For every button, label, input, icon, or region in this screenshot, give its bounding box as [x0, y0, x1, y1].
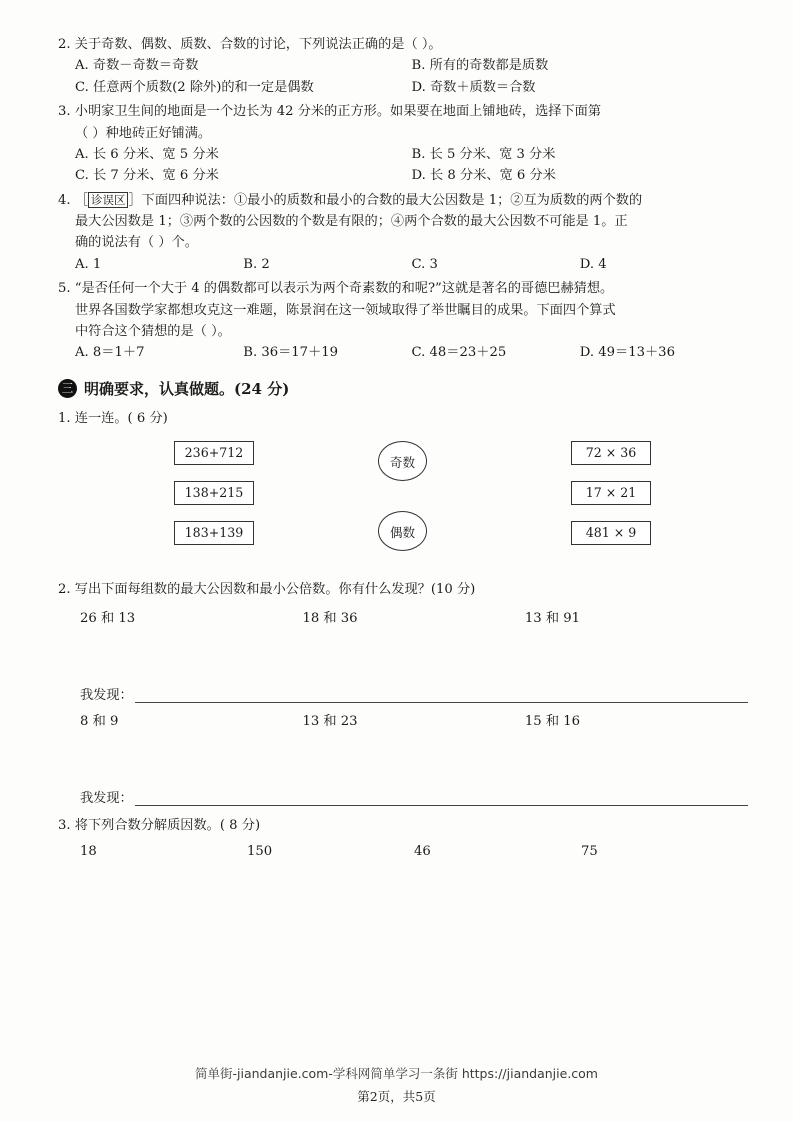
match-left-box-3[interactable]: 183+139: [174, 521, 254, 545]
matching-exercise: [58, 435, 748, 570]
match-left-box-1[interactable]: 236+712: [174, 441, 254, 465]
number-pair-6: 15 和 16: [524, 714, 581, 730]
find-label-1: 我发现：: [80, 688, 133, 704]
match-right-box-1[interactable]: 72 × 36: [571, 441, 651, 465]
question-4-stem-line-1: 4. ［ 诊误区 ］下面四种说法：①最小的质数和最小的合数的最大公因数是 1；②互为质数的两个数的: [58, 192, 643, 208]
question-2-option-a[interactable]: A. 奇数－奇数＝奇数: [75, 58, 199, 74]
question-5-options-row: [58, 342, 748, 363]
sub-question-3-label: 3. 将下列合数分解质因数。( 8 分): [58, 818, 261, 834]
sub-question-2-group-2: [58, 710, 748, 729]
question-3: [58, 101, 748, 187]
question-3-option-d[interactable]: D. 长 8 分米、宽 6 分米: [411, 168, 556, 184]
number-pair-5: 13 和 23: [302, 714, 358, 730]
question-5-stem-line-2: 世界各国数学家都想攻克这一难题，陈景润在这一领域取得了举世瞩目的成果。下面四个算式: [75, 302, 616, 318]
question-2: [58, 34, 748, 98]
question-3-options-row-2: [58, 165, 748, 186]
question-4-option-d[interactable]: D. 4: [579, 256, 607, 272]
match-oval-odd[interactable]: 奇数: [378, 441, 427, 481]
question-3-option-c[interactable]: C. 长 7 分米、宽 6 分米: [75, 168, 219, 184]
find-write-rule-2[interactable]: [135, 792, 748, 806]
question-5-option-d[interactable]: D. 49＝13＋36: [579, 345, 675, 361]
question-3-option-b[interactable]: B. 长 5 分米、宽 3 分米: [411, 146, 556, 162]
factor-number-1: 18: [80, 843, 97, 859]
question-2-options-row-2: [58, 77, 748, 98]
factor-number-3: 46: [414, 843, 431, 859]
question-3-stem-line-2: （ ）种地砖正好铺满。: [75, 125, 212, 141]
sub-question-2-label: 2. 写出下面每组数的最大公因数和最小公倍数。你有什么发现？(10 分): [58, 582, 476, 597]
section-three-header: [58, 378, 748, 399]
page-number: 第2页，共5页: [357, 1089, 436, 1104]
match-left-box-2[interactable]: 138+215: [174, 481, 254, 505]
question-5-option-c[interactable]: C. 48＝23＋25: [411, 345, 507, 361]
question-4-tag: 诊误区: [88, 192, 129, 208]
question-4-stem-line-3: 确的说法有（ ）个。: [75, 235, 198, 251]
question-4-options-row: [58, 254, 748, 275]
question-2-option-b[interactable]: B. 所有的奇数都是质数: [411, 58, 549, 74]
section-number-badge: 三: [58, 379, 77, 398]
find-answer-line-1: [58, 684, 748, 703]
question-3-stem-line-1: 3. 小明家卫生间的地面是一个边长为 42 分米的正方形。如果要在地面上铺地砖，选择下面第: [58, 104, 602, 120]
question-5-option-a[interactable]: A. 8＝1＋7: [75, 345, 145, 361]
question-5-stem-line-1: 5. “是否任何一个大于 4 的偶数都可以表示为两个奇素数的和呢?”这就是著名的哥德巴赫猜想。: [58, 281, 614, 297]
match-right-box-3[interactable]: 481 × 9: [571, 521, 651, 545]
number-pair-3: 13 和 91: [524, 611, 581, 627]
question-4-option-a[interactable]: A. 1: [75, 256, 102, 272]
sub-question-2-group-1: [58, 607, 748, 626]
question-5-option-b[interactable]: B. 36＝17＋19: [243, 345, 339, 361]
page-content: [58, 34, 748, 859]
question-2-options-row-1: [58, 55, 748, 76]
question-4-option-c[interactable]: C. 3: [411, 256, 438, 272]
question-2-option-d[interactable]: D. 奇数＋质数＝合数: [411, 79, 536, 95]
match-right-box-2[interactable]: 17 × 21: [571, 481, 651, 505]
question-5-stem-line-3: 中符合这个猜想的是（ ）。: [75, 323, 231, 339]
question-4-stem-line-2: 最大公因数是 1；③两个数的公因数的个数是有限的；④两个合数的最大公因数不可能是 1。正: [75, 214, 628, 229]
question-4-text-1: 下面四种说法：①最小的质数和最小的合数的最大公因数是 1；②互为质数的两个数的: [141, 192, 643, 208]
find-label-2: 我发现：: [80, 791, 133, 807]
sub-question-3-numbers: [58, 844, 748, 859]
watermark-text: 简单街-jiandanjie.com-学科网简单学习一条街 https://jiandanjie.com: [194, 1066, 598, 1081]
factor-number-2: 150: [247, 843, 273, 859]
question-4: [58, 190, 748, 276]
sub-question-1-label: 1. 连一连。( 6 分): [58, 410, 168, 426]
factor-number-4: 75: [581, 843, 598, 859]
question-2-stem: 2. 关于奇数、偶数、质数、合数的讨论，下列说法正确的是（ ）。: [58, 37, 442, 52]
question-3-options-row-1: [58, 144, 748, 165]
number-pair-2: 18 和 36: [302, 611, 358, 627]
question-2-option-c[interactable]: C. 任意两个质数(2 除外)的和一定是偶数: [75, 79, 314, 95]
number-pair-4: 8 和 9: [80, 714, 119, 730]
find-answer-line-2: [58, 787, 748, 806]
section-three-title: 明确要求，认真做题。(24 分): [84, 379, 290, 398]
find-write-rule-1[interactable]: [135, 689, 748, 703]
question-3-option-a[interactable]: A. 长 6 分米、宽 5 分米: [75, 146, 219, 162]
match-oval-even[interactable]: 偶数: [378, 511, 427, 551]
question-5: [58, 278, 748, 364]
question-4-option-b[interactable]: B. 2: [243, 256, 270, 272]
number-pair-1: 26 和 13: [80, 611, 136, 627]
